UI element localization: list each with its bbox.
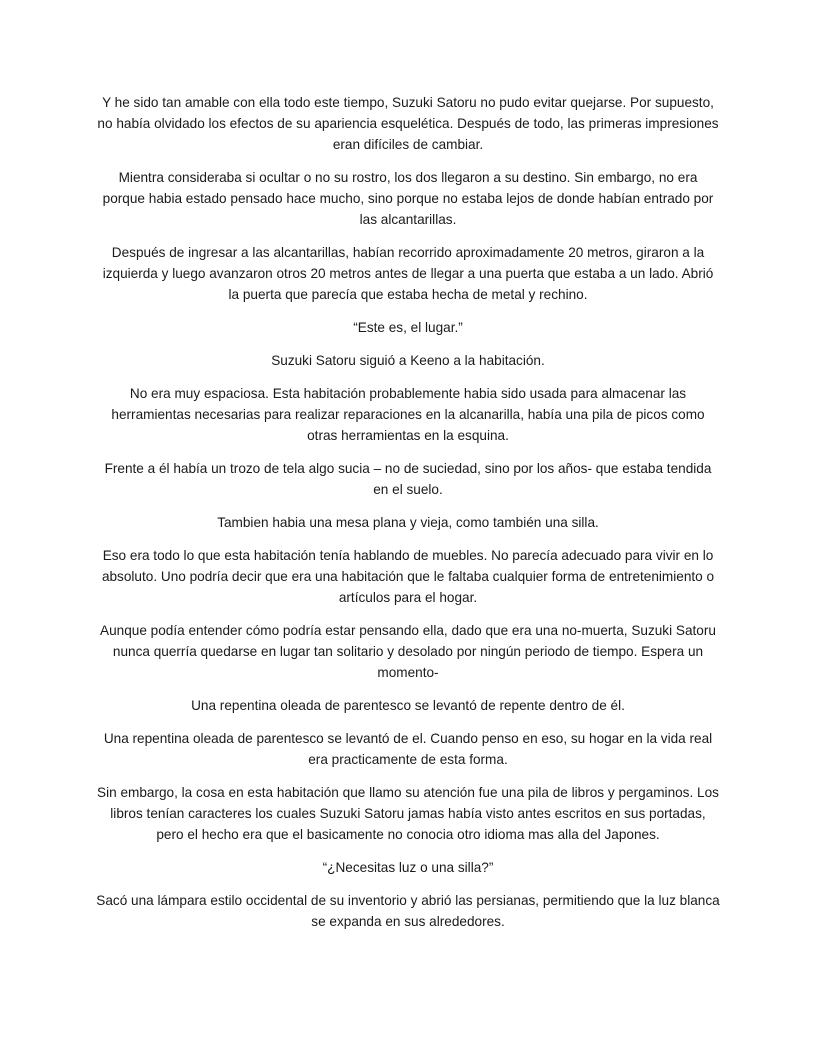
paragraph-12: Una repentina oleada de parentesco se levantó de el. Cuando penso en eso, su hogar en la vida real era practicamente de esta forma. bbox=[103, 731, 713, 767]
paragraph-1: Y he sido tan amable con ella todo este tiempo, Suzuki Satoru no pudo evitar quejarse. Por supuesto, no había olvidado los efectos de su apariencia esquelética. Después de todo, las primeras impresiones eran difíciles de cambiar. bbox=[97, 95, 719, 152]
paragraph-6: No era muy espaciosa. Esta habitación probablemente habia sido usada para almacenar las herramientas necesarias para realizar reparaciones en la alcanarilla, había una pila de picos como otras herramientas en la esquina. bbox=[111, 386, 705, 443]
paragraph-3: Después de ingresar a las alcantarillas, habían recorrido aproximadamente 20 metros, giraron a la izquierda y luego avanzaron otros 20 metros antes de llegar a una puerta que estaba a un lado. Abrió la puerta que parecía que estaba hecha de metal y rechino. bbox=[102, 245, 714, 302]
paragraph-5: Suzuki Satoru siguió a Keeno a la habitación. bbox=[271, 353, 545, 368]
paragraph-7: Frente a él había un trozo de tela algo sucia – no de suciedad, sino por los años- que estaba tendida en el suelo. bbox=[104, 461, 712, 497]
paragraph-15: Sacó una lámpara estilo occidental de su inventorio y abrió las persianas, permitiendo que la luz blanca se expanda en sus alrededores. bbox=[96, 893, 720, 929]
paragraph-11: Una repentina oleada de parentesco se levantó de repente dentro de él. bbox=[191, 698, 625, 713]
paragraph-14: “¿Necesitas luz o una silla?” bbox=[322, 860, 494, 875]
paragraph-9: Eso era todo lo que esta habitación tenía hablando de muebles. No parecía adecuado para vivir en lo absoluto. Uno podría decir que era una habitación que le faltaba cualquier forma de entretenimiento o artículos para el hogar. bbox=[101, 548, 715, 605]
paragraph-2: Mientra consideraba si ocultar o no su rostro, los dos llegaron a su destino. Sin embargo, no era porque habia estado pensado hace mucho, sino porque no estaba lejos de donde habían entrado por las alcantarillas. bbox=[102, 170, 714, 227]
document-page bbox=[96, 92, 720, 944]
paragraph-8: Tambien habia una mesa plana y vieja, como también una silla. bbox=[217, 515, 599, 530]
paragraph-13: Sin embargo, la cosa en esta habitación que llamo su atención fue una pila de libros y pergaminos. Los libros tenían caracteres los cuales Suzuki Satoru jamas había visto antes escritos en sus portadas, pero el hecho era que el basicamente no conocia otro idioma mas alla del Japones. bbox=[97, 785, 719, 842]
paragraph-10: Aunque podía entender cómo podría estar pensando ella, dado que era una no-muerta, Suzuki Satoru nunca querría quedarse en lugar tan solitario y desolado por ningún periodo de tiempo. Espera un momento- bbox=[100, 623, 716, 680]
paragraph-4: “Este es, el lugar.” bbox=[353, 320, 463, 335]
